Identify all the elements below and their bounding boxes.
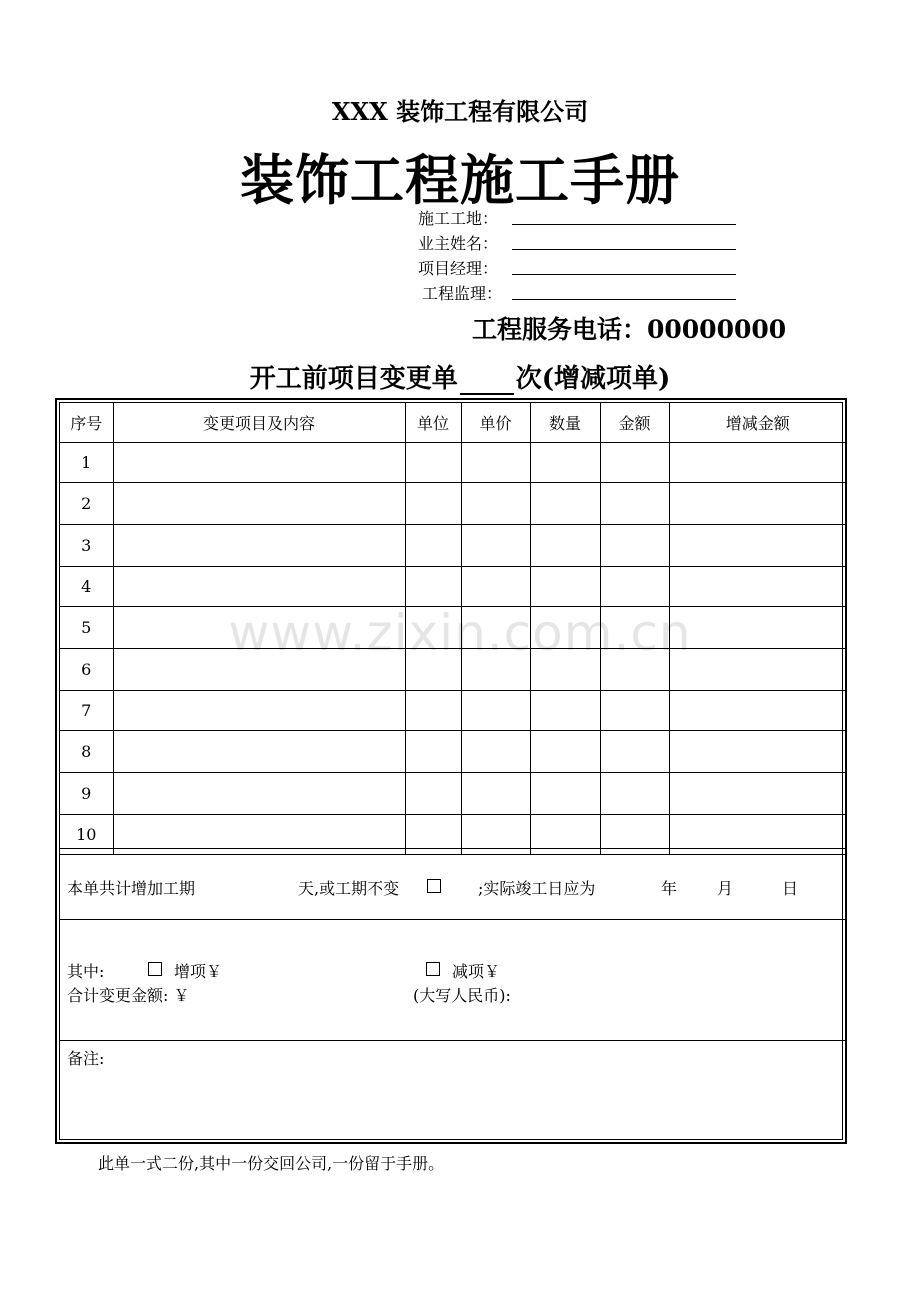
row-number: 8 [60,731,113,773]
column-header: 单位 [405,403,461,443]
table-cell[interactable] [530,525,600,567]
table-cell[interactable] [669,525,846,567]
table-cell[interactable] [669,731,846,773]
table-cell[interactable] [461,731,530,773]
table-cell[interactable] [405,567,461,607]
table-cell[interactable] [461,525,530,567]
amount-among: 其中: [67,962,105,981]
row-number: 6 [60,649,113,691]
field-manager-label: 项目经理： [418,259,499,278]
amount-sub: 减项￥ [452,962,501,981]
field-supervisor-label: 工程监理： [422,284,503,303]
table-cell[interactable] [405,731,461,773]
row-number: 2 [60,483,113,525]
table-cell[interactable] [600,525,669,567]
field-site-line [512,224,736,225]
period-text3: ;实际竣工日应为 [478,879,596,898]
table-cell[interactable] [600,567,669,607]
form-title-before: 开工前项目变更单 [249,364,458,394]
amount-upper: (大写人民币): [413,986,511,1005]
table-cell[interactable] [600,483,669,525]
field-site [418,206,748,228]
form-frame [55,398,847,1144]
period-month: 月 [717,879,734,898]
table-cell[interactable] [461,567,530,607]
table-cell[interactable] [669,483,846,525]
column-header: 单价 [461,403,530,443]
table-cell[interactable] [113,525,405,567]
field-owner-label: 业主姓名： [418,234,499,253]
sub-checkbox[interactable] [426,960,440,979]
table-cell[interactable] [461,483,530,525]
field-owner-line [512,249,736,250]
period-section [60,848,846,920]
remark-section [60,1040,846,1144]
table-row [60,773,846,815]
table-row [60,731,846,773]
service-phone: 工程服务电话：00000000 [472,315,787,344]
field-manager [418,256,748,278]
unchanged-checkbox[interactable] [427,877,441,896]
table-cell[interactable] [530,691,600,731]
table-cell[interactable] [113,483,405,525]
table-row [60,525,846,567]
watermark-text: www.zixin.com.cn [228,604,692,662]
table-cell[interactable] [405,483,461,525]
table-cell[interactable] [530,483,600,525]
period-text1: 本单共计增加工期 [67,879,196,898]
amount-add: 增项￥ [174,962,223,981]
table-cell[interactable] [113,567,405,607]
column-header: 增减金额 [669,403,846,443]
table-cell[interactable] [530,567,600,607]
period-text2: 天,或工期不变 [298,879,400,898]
document-title: 装饰工程施工手册 [240,148,680,212]
table-row [60,483,846,525]
footer-note: 此单一式二份,其中一份交回公司,一份留于手册。 [98,1154,445,1173]
table-cell[interactable] [669,773,846,815]
table-cell[interactable] [405,691,461,731]
add-checkbox[interactable] [148,960,162,979]
row-number: 4 [60,567,113,607]
table-cell[interactable] [113,731,405,773]
column-header: 金额 [600,403,669,443]
row-number: 3 [60,525,113,567]
table-cell[interactable] [669,567,846,607]
table-cell[interactable] [405,773,461,815]
table-cell[interactable] [530,443,600,483]
table-header-row [60,403,846,443]
form-title [0,358,920,395]
row-number: 9 [60,773,113,815]
amount-section [60,919,846,1041]
table-cell[interactable] [113,773,405,815]
table-row [60,443,846,483]
table-cell[interactable] [600,773,669,815]
row-number: 10 [60,815,113,855]
period-year: 年 [661,879,678,898]
table-row [60,691,846,731]
table-cell[interactable] [669,443,846,483]
period-day: 日 [782,879,799,898]
table-cell[interactable] [669,691,846,731]
table-cell[interactable] [530,773,600,815]
column-header: 数量 [530,403,600,443]
table-cell[interactable] [600,691,669,731]
table-cell[interactable] [600,731,669,773]
times-blank [460,371,514,395]
row-number: 5 [60,607,113,649]
form-title-after: 次(增减项单) [515,364,671,394]
company-name: XXX 装饰工程有限公司 [331,97,589,126]
table-cell[interactable] [405,525,461,567]
table-cell[interactable] [113,691,405,731]
row-number: 7 [60,691,113,731]
table-cell[interactable] [461,773,530,815]
field-owner [418,231,748,253]
field-supervisor [418,281,748,303]
row-number: 1 [60,443,113,483]
table-cell[interactable] [405,443,461,483]
table-cell[interactable] [461,443,530,483]
field-manager-line [512,274,736,275]
table-cell[interactable] [461,691,530,731]
remark-label: 备注: [67,1049,105,1068]
field-site-label: 施工工地： [418,209,499,228]
table-cell[interactable] [530,731,600,773]
amount-total: 合计变更金额: ￥ [67,986,190,1005]
column-header: 序号 [60,403,113,443]
column-header: 变更项目及内容 [113,403,405,443]
table-row [60,567,846,607]
form-inner [59,402,843,1140]
table-cell[interactable] [113,443,405,483]
field-supervisor-line [512,299,736,300]
table-cell[interactable] [600,443,669,483]
